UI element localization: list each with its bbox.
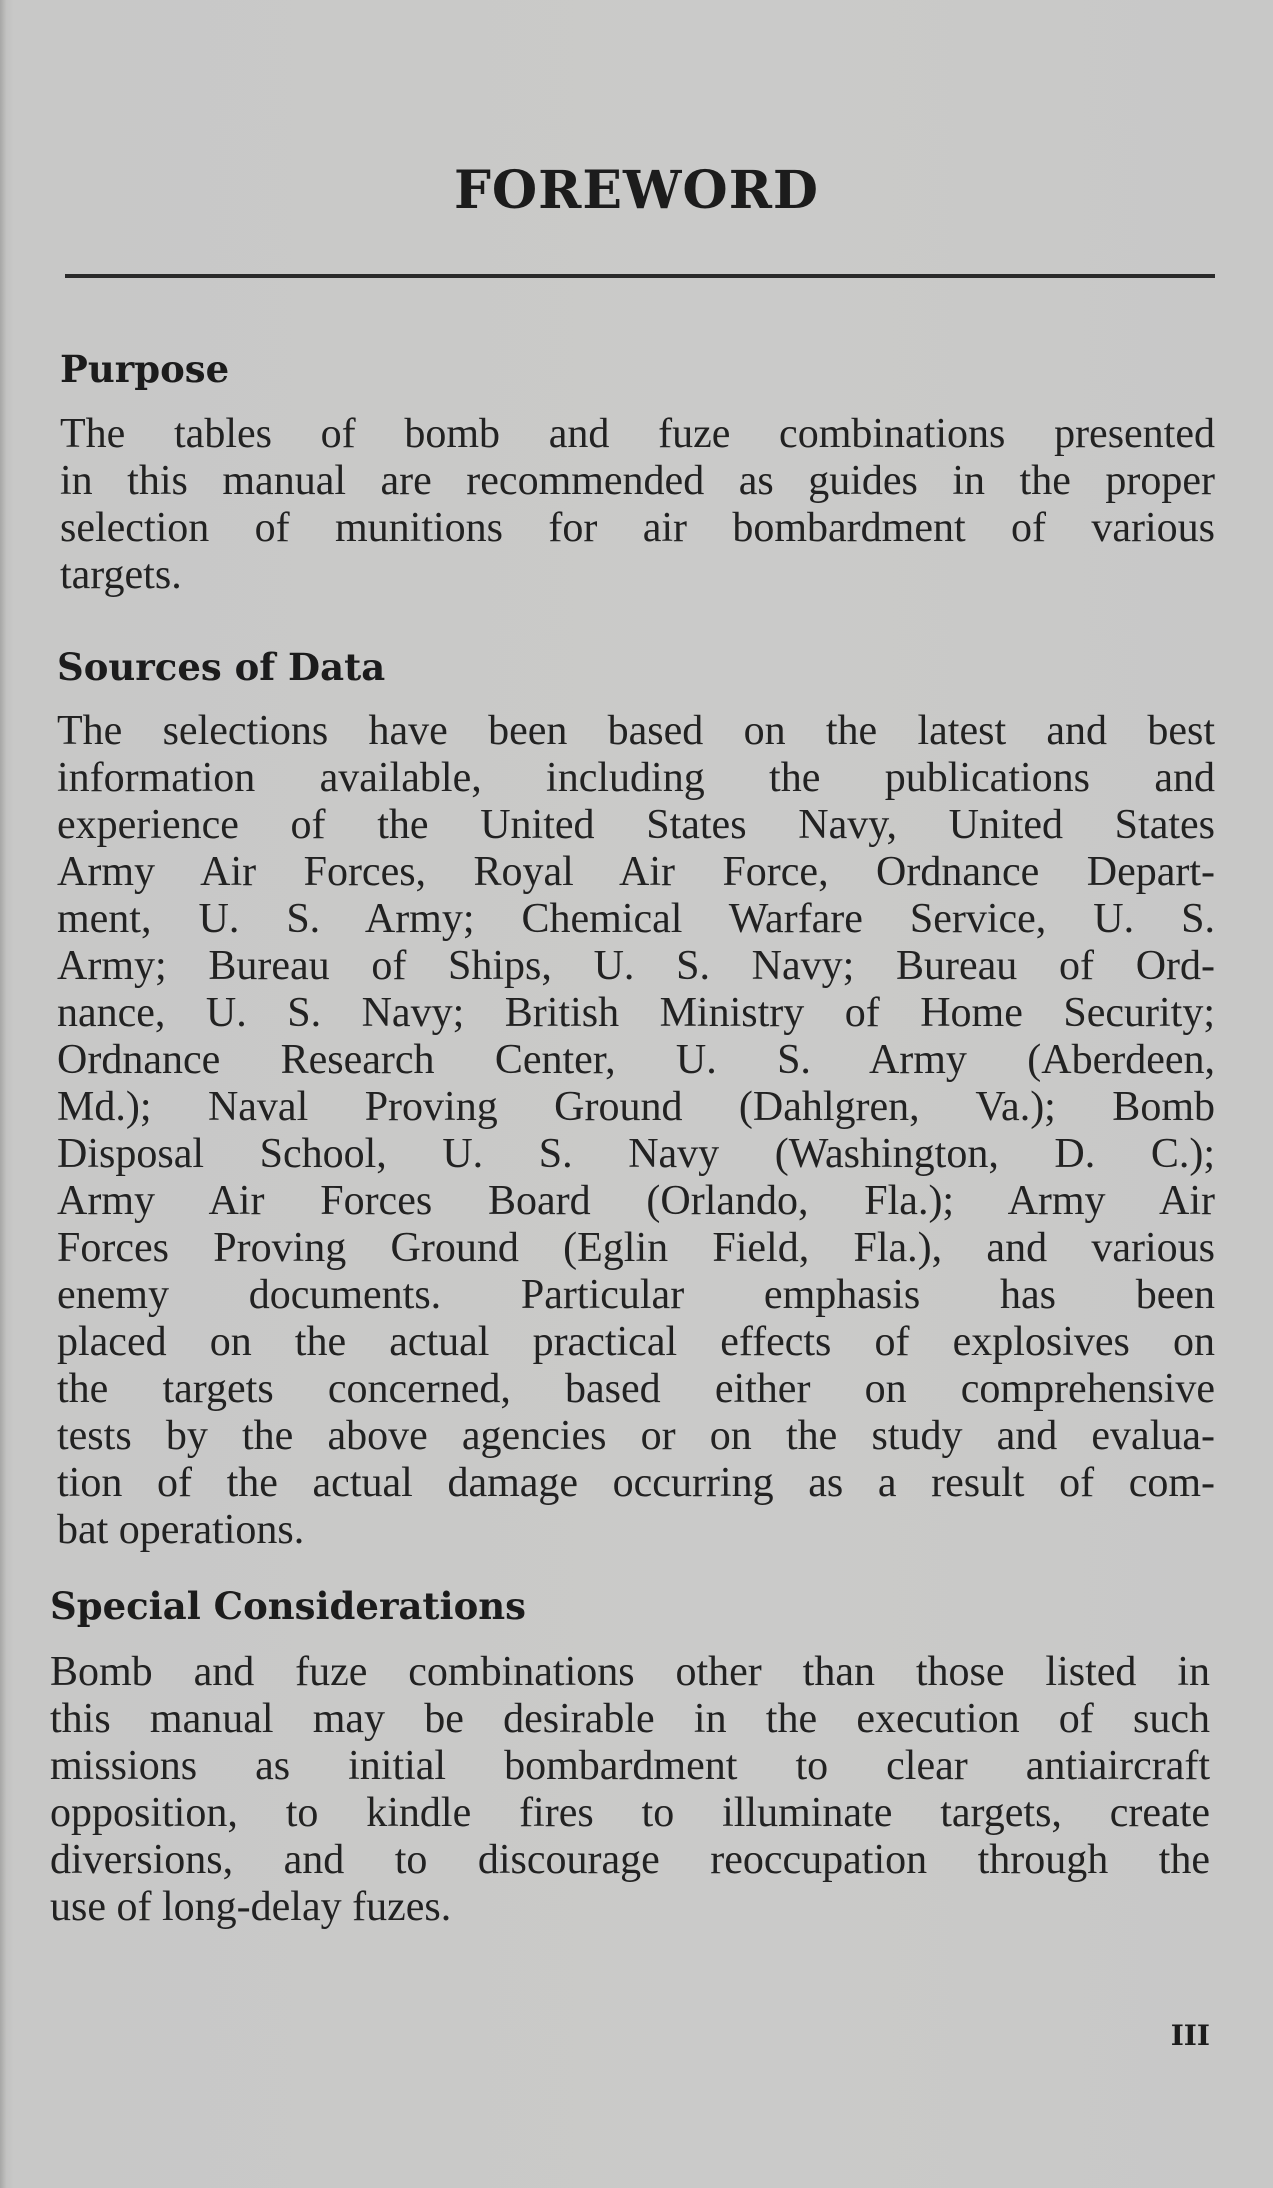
text-line: Ordnance Research Center, U. S. Army (Aberdeen, — [57, 1037, 1215, 1083]
section-body-special-considerations — [50, 1649, 1210, 1931]
page-number: III — [1170, 2019, 1210, 2052]
text-line: Disposal School, U. S. Navy (Washington, D. C.); — [57, 1131, 1215, 1177]
text-line: The selections have been based on the latest and best — [57, 708, 1215, 754]
text-line: enemy documents. Particular emphasis has been — [57, 1272, 1215, 1318]
section-body-purpose — [60, 411, 1215, 599]
page-title: FOREWORD — [453, 160, 820, 221]
text-line: Bomb and fuze combinations other than those listed in — [50, 1649, 1210, 1695]
text-line: nance, U. S. Navy; British Ministry of Home Security; — [57, 990, 1215, 1036]
text-line: the targets concerned, based either on comprehensive — [57, 1366, 1215, 1412]
text-line: opposition, to kindle fires to illuminate targets, create — [50, 1790, 1210, 1836]
text-line: missions as initial bombardment to clear antiaircraft — [50, 1743, 1210, 1789]
text-line: information available, including the publications and — [57, 755, 1215, 801]
text-line: Md.); Naval Proving Ground (Dahlgren, Va.); Bomb — [57, 1084, 1215, 1130]
text-line: diversions, and to discourage reoccupation through the — [50, 1837, 1210, 1883]
text-line: selection of munitions for air bombardment of various — [60, 505, 1215, 551]
section-body-sources-of-data — [57, 708, 1215, 1554]
text-line: this manual may be desirable in the execution of such — [50, 1696, 1210, 1742]
text-line: The tables of bomb and fuze combinations presented — [60, 411, 1215, 457]
text-line: targets. — [60, 552, 182, 598]
text-line: tests by the above agencies or on the study and evalua- — [57, 1413, 1215, 1459]
text-line: Army Air Forces, Royal Air Force, Ordnance Depart- — [57, 849, 1215, 895]
text-line: Army Air Forces Board (Orlando, Fla.); Army Air — [57, 1178, 1215, 1224]
text-line: ment, U. S. Army; Chemical Warfare Service, U. S. — [57, 896, 1215, 942]
text-line: Forces Proving Ground (Eglin Field, Fla.), and various — [57, 1225, 1215, 1271]
text-line: use of long-delay fuzes. — [50, 1884, 452, 1930]
section-heading-special-considerations: Special Considerations — [50, 1584, 526, 1628]
title-divider — [65, 274, 1215, 278]
text-line: in this manual are recommended as guides in the proper — [60, 458, 1215, 504]
text-line: tion of the actual damage occurring as a result of com- — [57, 1460, 1215, 1506]
text-line: bat operations. — [57, 1507, 305, 1553]
section-heading-sources-of-data: Sources of Data — [57, 645, 386, 689]
text-line: placed on the actual practical effects of explosives on — [57, 1319, 1215, 1365]
text-line: Army; Bureau of Ships, U. S. Navy; Bureau of Ord- — [57, 943, 1215, 989]
text-line: experience of the United States Navy, United States — [57, 802, 1215, 848]
section-heading-purpose: Purpose — [60, 347, 230, 391]
